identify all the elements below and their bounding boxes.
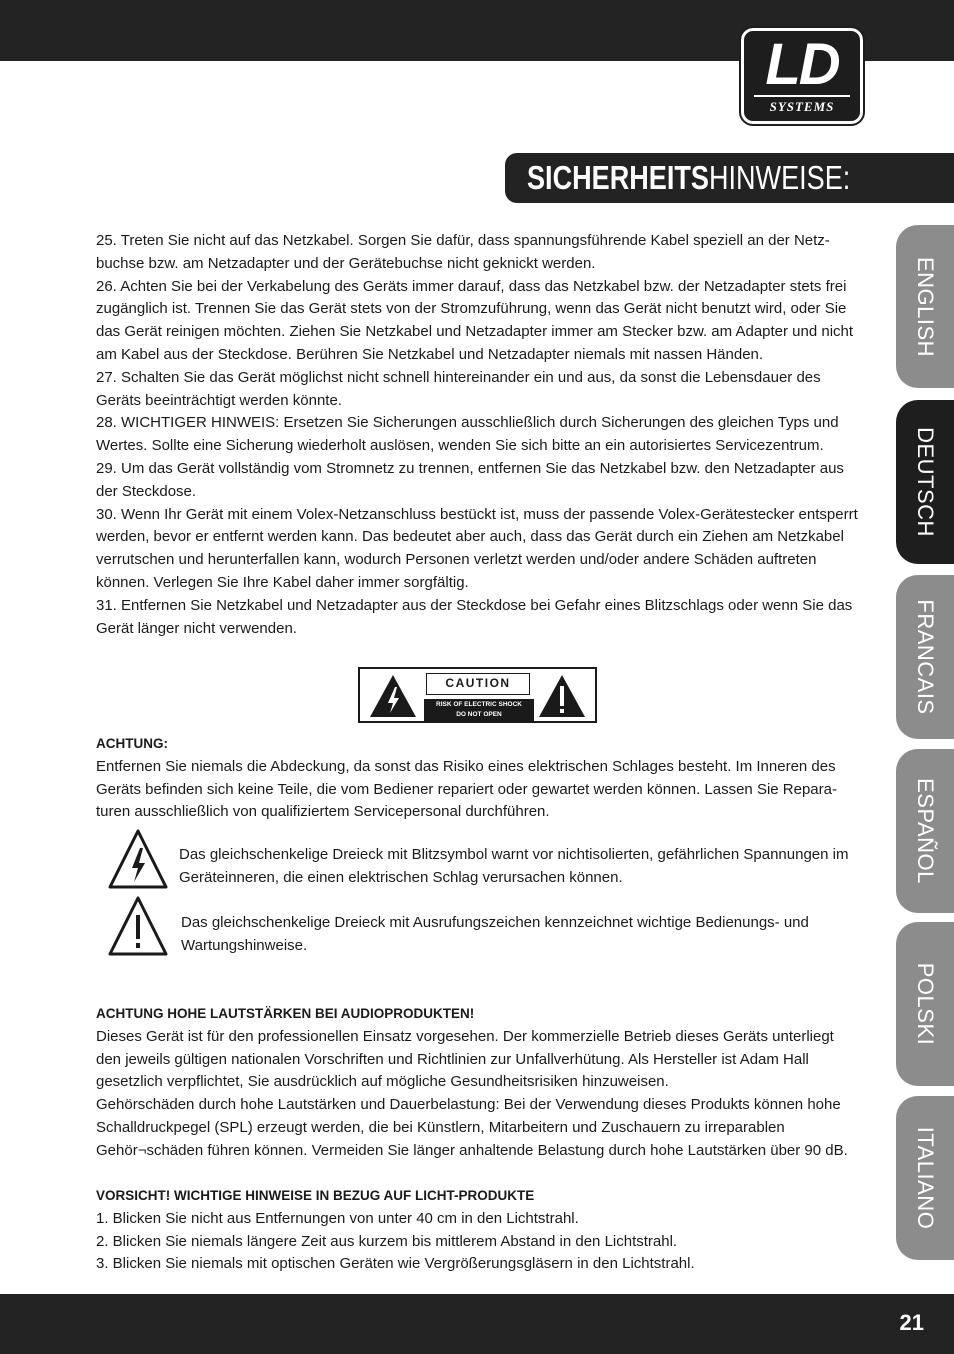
logo-sub: SYSTEMS: [754, 95, 850, 115]
lightning-triangle-icon: [107, 828, 169, 890]
tab-italiano-label: ITALIANO: [913, 1126, 938, 1230]
tab-english-label: ENGLISH: [913, 256, 938, 357]
tab-deutsch[interactable]: [896, 400, 954, 564]
caution-label-graphic: [358, 667, 597, 723]
caution-subtext: [424, 699, 534, 721]
volume-section: [96, 1003, 858, 1163]
tab-italiano[interactable]: [896, 1096, 954, 1260]
volume-heading: ACHTUNG HOHE LAUTSTÄRKEN BEI AUDIOPRODUKTEN!: [96, 1006, 475, 1021]
item-30: 30. Wenn Ihr Gerät mit einem Volex-Netzanschluss bestückt ist, muss der passende Volex-Gerätestecker entsperrt werden, bevor er entfernt werden kann. Das bedeutet aber auch, dass das Gerät durch ein Ziehen am Netzkabel verrutschen und herunterfallen kann, wodurch Personen verletzt werden und/oder andere Schäden auftreten können. Verlegen Sie Ihre Kabel daher immer sorgfältig.: [96, 505, 858, 591]
title-bold: SICHERHEITS: [527, 159, 709, 196]
content-body: [96, 230, 858, 640]
tab-francais-label: FRANCAIS: [913, 599, 938, 715]
lightning-warning-icon: [368, 673, 418, 719]
bottom-bar: [0, 1294, 954, 1354]
tab-deutsch-label: DEUTSCH: [913, 427, 938, 537]
tab-polski-label: POLSKI: [913, 962, 938, 1046]
achtung-text: Entfernen Sie niemals die Abdeckung, da sonst das Risiko eines elektrischen Schlages besteht. Im Inneren des Geräts befinden sich keine Teile, die vom Bediener repariert oder gewartet werden können. Lassen Sie Repara-turen ausschließlich von qualifiziertem Servicepersonal durchführen.: [96, 757, 837, 821]
light-section: [96, 1185, 858, 1276]
title-light: HINWEISE:: [708, 159, 851, 196]
tab-english[interactable]: [896, 225, 954, 388]
page-title: [505, 153, 954, 203]
item-31: 31. Entfernen Sie Netzkabel und Netzadapter aus der Steckdose bei Gefahr eines Blitzschlags oder wenn Sie das Gerät länger nicht verwenden.: [96, 596, 853, 637]
exclamation-warning-icon: [537, 673, 587, 719]
item-25: 25. Treten Sie nicht auf das Netzkabel. Sorgen Sie dafür, dass spannungsführende Kabel speziell an der Netz-buchse bzw. am Netzadapter und der Gerätebuchse nicht geknickt werden.: [96, 232, 830, 272]
achtung-section: [96, 733, 858, 824]
light-item-1: 1. Blicken Sie nicht aus Entfernungen von unter 40 cm in den Lichtstrahl.: [96, 1209, 579, 1227]
volume-text-1: Dieses Gerät ist für den professionellen Einsatz vorgesehen. Der kommerzielle Betrieb dieses Geräts unterliegt den jeweils gültigen nationalen Vorschriften und Richtlinien zur Unfallverhütung. Als Hersteller ist Adam Hall gesetzlich verpflichtet, Sie ausdrücklich auf mögliche Gesundheitsrisiken hinzuweisen.: [96, 1027, 834, 1091]
exclamation-triangle-icon: [107, 895, 169, 957]
light-item-3: 3. Blicken Sie niemals mit optischen Geräten wie Vergrößerungsgläsern in den Lichtstrahl.: [96, 1255, 695, 1273]
item-27: 27. Schalten Sie das Gerät möglichst nicht schnell hintereinander ein und aus, da sonst die Lebensdauer des Geräts beeinträchtigt werden könnte.: [96, 368, 821, 409]
item-26: 26. Achten Sie bei der Verkabelung des Geräts immer darauf, dass das Netzkabel bzw. der Netzadapter stets frei zugänglich ist. Trennen Sie das Gerät stets von der Stromzuführung, wenn das Gerät nicht benutzt wird, oder Sie das Gerät reinigen möchten. Ziehen Sie Netzkabel und Netzadapter immer am Stecker bzw. am Adapter und nicht am Kabel aus der Steckdose. Berühren Sie Netzkabel und Netzadapter niemals mit nassen Händen.: [96, 277, 854, 363]
logo-main: LD: [765, 32, 839, 97]
tab-espanol[interactable]: [896, 749, 954, 913]
tab-polski[interactable]: [896, 922, 954, 1086]
achtung-heading: ACHTUNG:: [96, 736, 168, 751]
lightning-description: Das gleichschenkelige Dreieck mit Blitzsymbol warnt vor nichtisolierten, gefährlichen Spannungen im Geräteinneren, die einen elektrischen Schlag verursachen können.: [179, 846, 849, 886]
light-item-2: 2. Blicken Sie niemals längere Zeit aus kurzem bis mittlerem Abstand in den Lichtstrahl.: [96, 1232, 678, 1250]
caution-sub-line2: DO NOT OPEN: [456, 711, 502, 718]
exclamation-description: Das gleichschenkelige Dreieck mit Ausrufungszeichen kennzeichnet wichtige Bedienungs- und Wartungshinweise.: [181, 914, 809, 954]
tab-espanol-label: ESPAÑOL: [913, 778, 938, 884]
volume-text-2: Gehörschäden durch hohe Lautstärken und Dauerbelastung: Bei der Verwendung dieses Produkts können hohe Schalldruckpegel (SPL) erzeugt werden, die bei Künstlern, Mitarbeitern und Zuschauern zu irreparablen Gehör¬schäden führen können. Vermeiden Sie länger anhaltende Belastung durch hohe Lautstärken über 90 dB.: [96, 1096, 848, 1159]
caution-title: CAUTION: [426, 673, 530, 695]
caution-sub-line1: RISK OF ELECTRIC SHOCK: [436, 701, 522, 708]
light-heading: VORSICHT! WICHTIGE HINWEISE IN BEZUG AUF LICHT-PRODUKTE: [96, 1188, 535, 1203]
item-28: 28. WICHTIGER HINWEIS: Ersetzen Sie Sicherungen ausschließlich durch Sicherungen des gleichen Typs und Wertes. Sollte eine Sicherung wiederholt auslösen, wenden Sie sich bitte an ein autorisiertes Servicezentrum.: [96, 414, 839, 455]
page-number: 21: [899, 1310, 924, 1335]
tab-francais[interactable]: [896, 575, 954, 739]
ld-systems-logo: [741, 28, 863, 124]
item-29: 29. Um das Gerät vollständig vom Stromnetz zu trennen, entfernen Sie das Netzkabel bzw. den Netzadapter aus der Steckdose.: [96, 459, 844, 500]
